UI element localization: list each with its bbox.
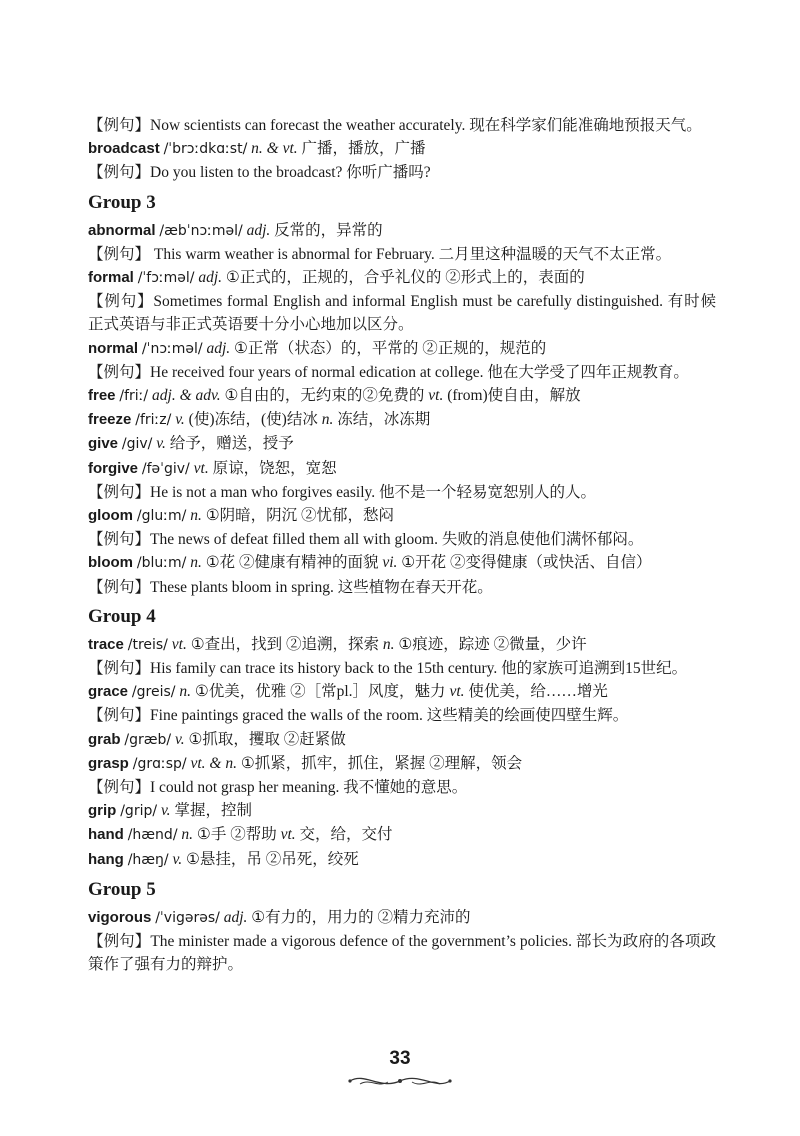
example-label: 【例句】 [88,293,154,311]
example-text: Sometimes formal English and informal English must be carefully distinguished. 有时候正式英语与非正式英语要十分小心地加以区分。 [88,293,716,334]
word-entry [88,728,716,752]
example-label: 【例句】 [88,933,151,951]
definition: ①优美，优雅 ②［常pl.］风度，魅力 [194,683,446,701]
part-of-speech: v. [156,435,166,453]
headword: gloom [88,507,133,525]
phonetic: /friː/ [119,388,149,405]
definition: ①正常（状态）的，平常的 ②正规的，规范的 [234,339,547,357]
word-entry [88,680,716,704]
example-text: These plants bloom in spring. 这些植物在春天开花。 [150,578,493,596]
example-sentence [88,243,716,266]
example-sentence [88,930,716,976]
headword: normal [88,339,139,357]
example-text: The news of defeat filled them all with gloom. 失败的消息使他们满怀郁闷。 [150,531,644,549]
definition: ①查出，找到 ②追溯，探索 [190,635,379,653]
phonetic: /ˈvigərəs/ [155,909,220,926]
example-sentence [88,361,716,384]
definition-2: 使优美，给……增光 [468,683,608,701]
part-of-speech: v. [174,730,185,748]
phonetic: /grɑːsp/ [132,755,187,772]
part-of-speech-2: vt. [428,387,444,405]
part-of-speech: vt. [171,635,187,653]
definition: ①自由的，无约束的②免费的 [224,387,425,405]
phonetic: /græb/ [124,731,172,748]
word-entry [88,432,716,456]
example-sentence [88,704,716,727]
page-number: 33 [389,1048,411,1069]
word-entry [88,337,716,361]
example-text: The minister made a vigorous defence of the government’s policies. 部长为政府的各项政策作了强有力的辩护。 [88,933,716,974]
phonetic: /ˈbrɔːdkɑːst/ [163,141,248,158]
headword: grip [88,802,117,820]
word-entry [88,551,716,575]
headword: grasp [88,754,129,772]
definition: ①有力的，用力的 ②精力充沛的 [251,908,471,926]
example-label: 【例句】 [88,660,151,678]
headword: grab [88,730,121,748]
phonetic: /fəˈgiv/ [141,460,190,477]
headword: freeze [88,411,132,429]
phonetic: /hænd/ [127,827,178,844]
part-of-speech-2: vt. [280,826,296,844]
part-of-speech: n. [190,554,202,572]
definition: ①手 ②帮助 [196,826,277,844]
headword: give [88,435,119,453]
definition: ①抓取，攫取 ②赶紧做 [188,730,346,748]
definition: 给予，赠送，授予 [169,435,294,453]
example-text: His family can trace its history back to the 15th century. 他的家族可追溯到15世纪。 [150,660,688,678]
definition: 反常的，异常的 [274,221,383,239]
definition: ①悬挂，吊 ②吊死，绞死 [186,850,359,868]
word-entry [88,633,716,657]
headword: hand [88,826,124,844]
headword: vigorous [88,908,152,926]
definition: ①阴暗，阴沉 ②忧郁，愁闷 [205,507,394,525]
definition-2: ①痕迹，踪迹 ②微量，少许 [398,635,587,653]
example-label: 【例句】 [88,707,151,725]
example-text: Do you listen to the broadcast? 你听广播吗? [150,164,431,182]
definition-2: 交，给，交付 [299,826,393,844]
group-heading: Group 5 [88,878,156,900]
vocabulary-list [88,114,716,977]
part-of-speech: adj. [198,269,223,287]
word-entry [88,752,716,776]
definition-2: 冻结，冰冻期 [337,411,431,429]
phonetic: /grip/ [120,803,158,820]
example-label: 【例句】 [88,531,151,549]
part-of-speech: v. [175,411,185,429]
definition: ①抓紧，抓牢，抓住，紧握 ②理解，领会 [240,754,523,772]
example-sentence [88,528,716,551]
phonetic: /hæŋ/ [127,851,169,868]
example-sentence [88,481,716,504]
part-of-speech: adj. & adv. [152,387,221,405]
headword: bloom [88,554,133,572]
word-entry [88,504,716,528]
definition: (使)冻结，(使)结冰 [188,411,318,429]
headword: broadcast [88,140,160,158]
part-of-speech: v. [172,850,183,868]
example-label: 【例句】 [88,578,151,596]
word-entry [88,219,716,243]
headword: free [88,387,116,405]
example-text: He received four years of normal edication at college. 他在大学受了四年正规教育。 [150,363,689,381]
word-entry [88,906,716,930]
word-entry [88,408,716,432]
phonetic: /bluːm/ [136,555,187,572]
example-text: This warm weather is abnormal for February. 二月里这种温暖的天气不太正常。 [150,245,672,263]
headword: forgive [88,459,139,477]
example-text: He is not a man who forgives easily. 他不是一个轻易宽恕别人的人。 [150,483,597,501]
part-of-speech: adj. [206,339,231,357]
phonetic: /greis/ [131,684,176,701]
example-label: 【例句】 [88,483,151,501]
example-label: 【例句】 [88,164,151,182]
part-of-speech: n. & vt. [251,140,298,158]
part-of-speech-2: n. [321,411,334,429]
definition-2: ①开花 ②变得健康（或快活、自信） [401,554,652,572]
example-label: 【例句】 [88,363,151,381]
definition: 原谅，饶恕，宽恕 [212,459,337,477]
example-text: Now scientists can forecast the weather accurately. 现在科学家们能准确地预报天气。 [150,117,702,134]
phonetic: /ˈfɔːməl/ [137,270,195,287]
part-of-speech: adj. [223,908,248,926]
phonetic: /ˈnɔːməl/ [141,340,203,357]
phonetic: /gluːm/ [136,508,187,525]
headword: formal [88,269,134,287]
example-label: 【例句】 [88,779,151,797]
part-of-speech-2: vt. [449,683,465,701]
page-ornament-icon [340,1070,460,1092]
part-of-speech: vt. [193,459,209,477]
definition: 掌握，控制 [174,802,252,820]
part-of-speech: n. [181,826,194,844]
definition: ①正式的，正规的，合乎礼仪的 ②形式上的，表面的 [225,269,585,287]
example-sentence [88,290,716,336]
headword: grace [88,683,129,701]
headword: hang [88,850,124,868]
part-of-speech-2: n. [382,635,395,653]
group-heading: Group 4 [88,605,156,627]
word-entry [88,384,716,408]
example-sentence [88,161,716,184]
example-label: 【例句】 [88,117,151,134]
example-text: Fine paintings graced the walls of the room. 这些精美的绘画使四壁生辉。 [150,707,629,725]
headword: abnormal [88,221,156,239]
word-entry [88,266,716,290]
phonetic: /æbˈnɔːməl/ [159,222,243,239]
example-label: 【例句】 [88,245,151,263]
part-of-speech: v. [160,802,171,820]
phonetic: /friːz/ [135,412,172,429]
definition: ①花 ②健康有精神的面貌 [205,554,379,572]
word-entry [88,799,716,823]
group-heading: Group 3 [88,191,156,213]
definition: 广播，播放，广播 [301,140,426,158]
example-sentence [88,576,716,599]
definition-2: (from)使自由，解放 [447,387,581,405]
part-of-speech: vt. & n. [190,754,237,772]
phonetic: /treis/ [127,636,168,653]
word-entry [88,823,716,847]
headword: trace [88,635,124,653]
phonetic: /giv/ [121,436,153,453]
example-sentence [88,114,716,137]
example-text: I could not grasp her meaning. 我不懂她的意思。 [150,779,468,797]
part-of-speech: n. [190,507,202,525]
word-entry [88,457,716,481]
example-sentence [88,657,716,680]
word-entry [88,848,716,872]
part-of-speech-2: vi. [382,554,398,572]
part-of-speech: n. [179,683,191,701]
word-entry [88,137,716,161]
part-of-speech: adj. [246,221,271,239]
example-sentence [88,776,716,799]
